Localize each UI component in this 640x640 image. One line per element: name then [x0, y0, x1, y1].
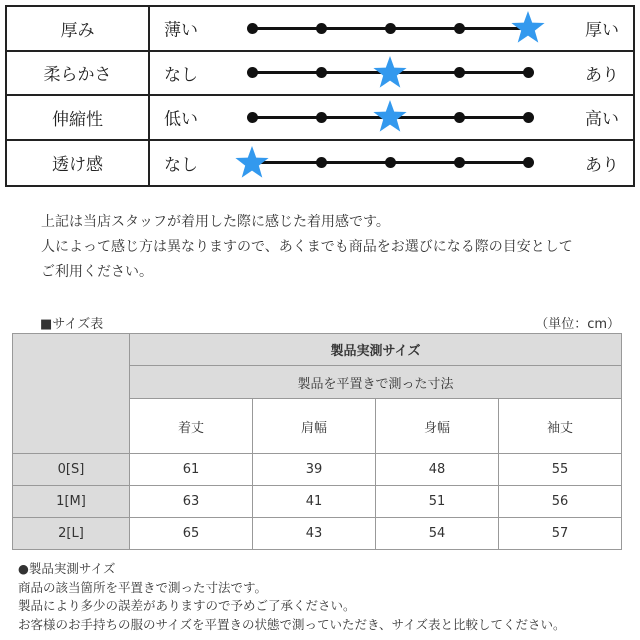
- scale-dot: [523, 112, 534, 123]
- table-cell: 51: [376, 486, 499, 518]
- rating-star-icon: [372, 99, 408, 135]
- table-row: [13, 518, 622, 550]
- feel-row-stretch: [7, 96, 633, 141]
- feel-scale: [150, 141, 633, 186]
- table-cell: 57: [499, 518, 622, 550]
- table-cell: 61: [130, 454, 253, 486]
- note-line: ご利用ください。: [41, 264, 153, 280]
- size-table-unit: （単位：cm）: [535, 317, 620, 332]
- footer-notes: [18, 560, 566, 635]
- scale-dot: [454, 23, 465, 34]
- size-group-label: 製品実測サイズ: [130, 334, 622, 366]
- table-cell: 41: [253, 486, 376, 518]
- feel-row-thickness: [7, 7, 633, 52]
- table-cell: 39: [253, 454, 376, 486]
- scale-dot: [454, 112, 465, 123]
- table-row: [13, 486, 622, 518]
- scale-dot: [247, 23, 258, 34]
- feel-label: 透け感: [7, 141, 150, 186]
- table-cell: 65: [130, 518, 253, 550]
- footer-line: 商品の該当箇所を平置きで測った寸法です。: [18, 579, 268, 595]
- feel-row-sheerness: [7, 141, 633, 186]
- feel-scale: [150, 96, 633, 139]
- column-header: 身幅: [376, 399, 499, 454]
- feel-low-label: なし: [164, 65, 198, 86]
- scale-dot: [316, 157, 327, 168]
- scale-dot: [247, 112, 258, 123]
- size-table: [12, 333, 622, 550]
- size-group-subtitle: 製品を平置きで測った寸法: [130, 366, 622, 399]
- feel-note: [41, 210, 573, 285]
- feel-scale: [150, 52, 633, 95]
- table-row: [13, 454, 622, 486]
- table-cell: 54: [376, 518, 499, 550]
- scale-dot: [316, 23, 327, 34]
- size-label: 0[S]: [13, 454, 130, 486]
- feel-rating-table: [5, 5, 635, 187]
- feel-low-label: なし: [164, 155, 198, 176]
- feel-label: 厚み: [7, 7, 150, 50]
- scale-dot: [454, 157, 465, 168]
- column-header: 肩幅: [253, 399, 376, 454]
- feel-high-label: あり: [585, 65, 619, 86]
- feel-high-label: 高い: [585, 109, 619, 130]
- note-line: 人によって感じ方は異なりますので、あくまでも商品をお選びになる際の目安として: [41, 239, 573, 255]
- column-header: 着丈: [130, 399, 253, 454]
- feel-high-label: あり: [585, 155, 619, 176]
- scale-dot: [523, 67, 534, 78]
- feel-high-label: 厚い: [585, 20, 619, 41]
- scale-dot: [247, 67, 258, 78]
- feel-low-label: 低い: [164, 109, 198, 130]
- scale-dot: [316, 67, 327, 78]
- feel-low-label: 薄い: [164, 20, 198, 41]
- rating-star-icon: [234, 145, 270, 181]
- column-header: 袖丈: [499, 399, 622, 454]
- feel-label: 柔らかさ: [7, 52, 150, 95]
- footer-line: 製品により多少の誤差がありますので予めご了承ください。: [18, 598, 356, 614]
- rating-star-icon: [372, 55, 408, 91]
- table-cell: 63: [130, 486, 253, 518]
- scale-dot: [385, 157, 396, 168]
- scale-dot: [316, 112, 327, 123]
- note-line: 上記は当店スタッフが着用した際に感じた着用感です。: [41, 214, 390, 230]
- footer-line: お客様のお手持ちの服のサイズを平置きの状態で測っていただき、サイズ表と比較してください。: [18, 617, 566, 633]
- rating-star-icon: [510, 10, 546, 46]
- table-cell: 56: [499, 486, 622, 518]
- feel-row-softness: [7, 52, 633, 97]
- scale-dot: [385, 23, 396, 34]
- size-label: 2[L]: [13, 518, 130, 550]
- scale-dot: [523, 157, 534, 168]
- table-cell: 43: [253, 518, 376, 550]
- feel-scale: [150, 7, 633, 50]
- scale-dot: [454, 67, 465, 78]
- size-table-title: ■サイズ表: [40, 317, 104, 332]
- feel-label: 伸縮性: [7, 96, 150, 139]
- table-cell: 48: [376, 454, 499, 486]
- footer-line: ●製品実測サイズ: [18, 561, 116, 576]
- size-table-corner: [13, 334, 130, 454]
- table-cell: 55: [499, 454, 622, 486]
- size-label: 1[M]: [13, 486, 130, 518]
